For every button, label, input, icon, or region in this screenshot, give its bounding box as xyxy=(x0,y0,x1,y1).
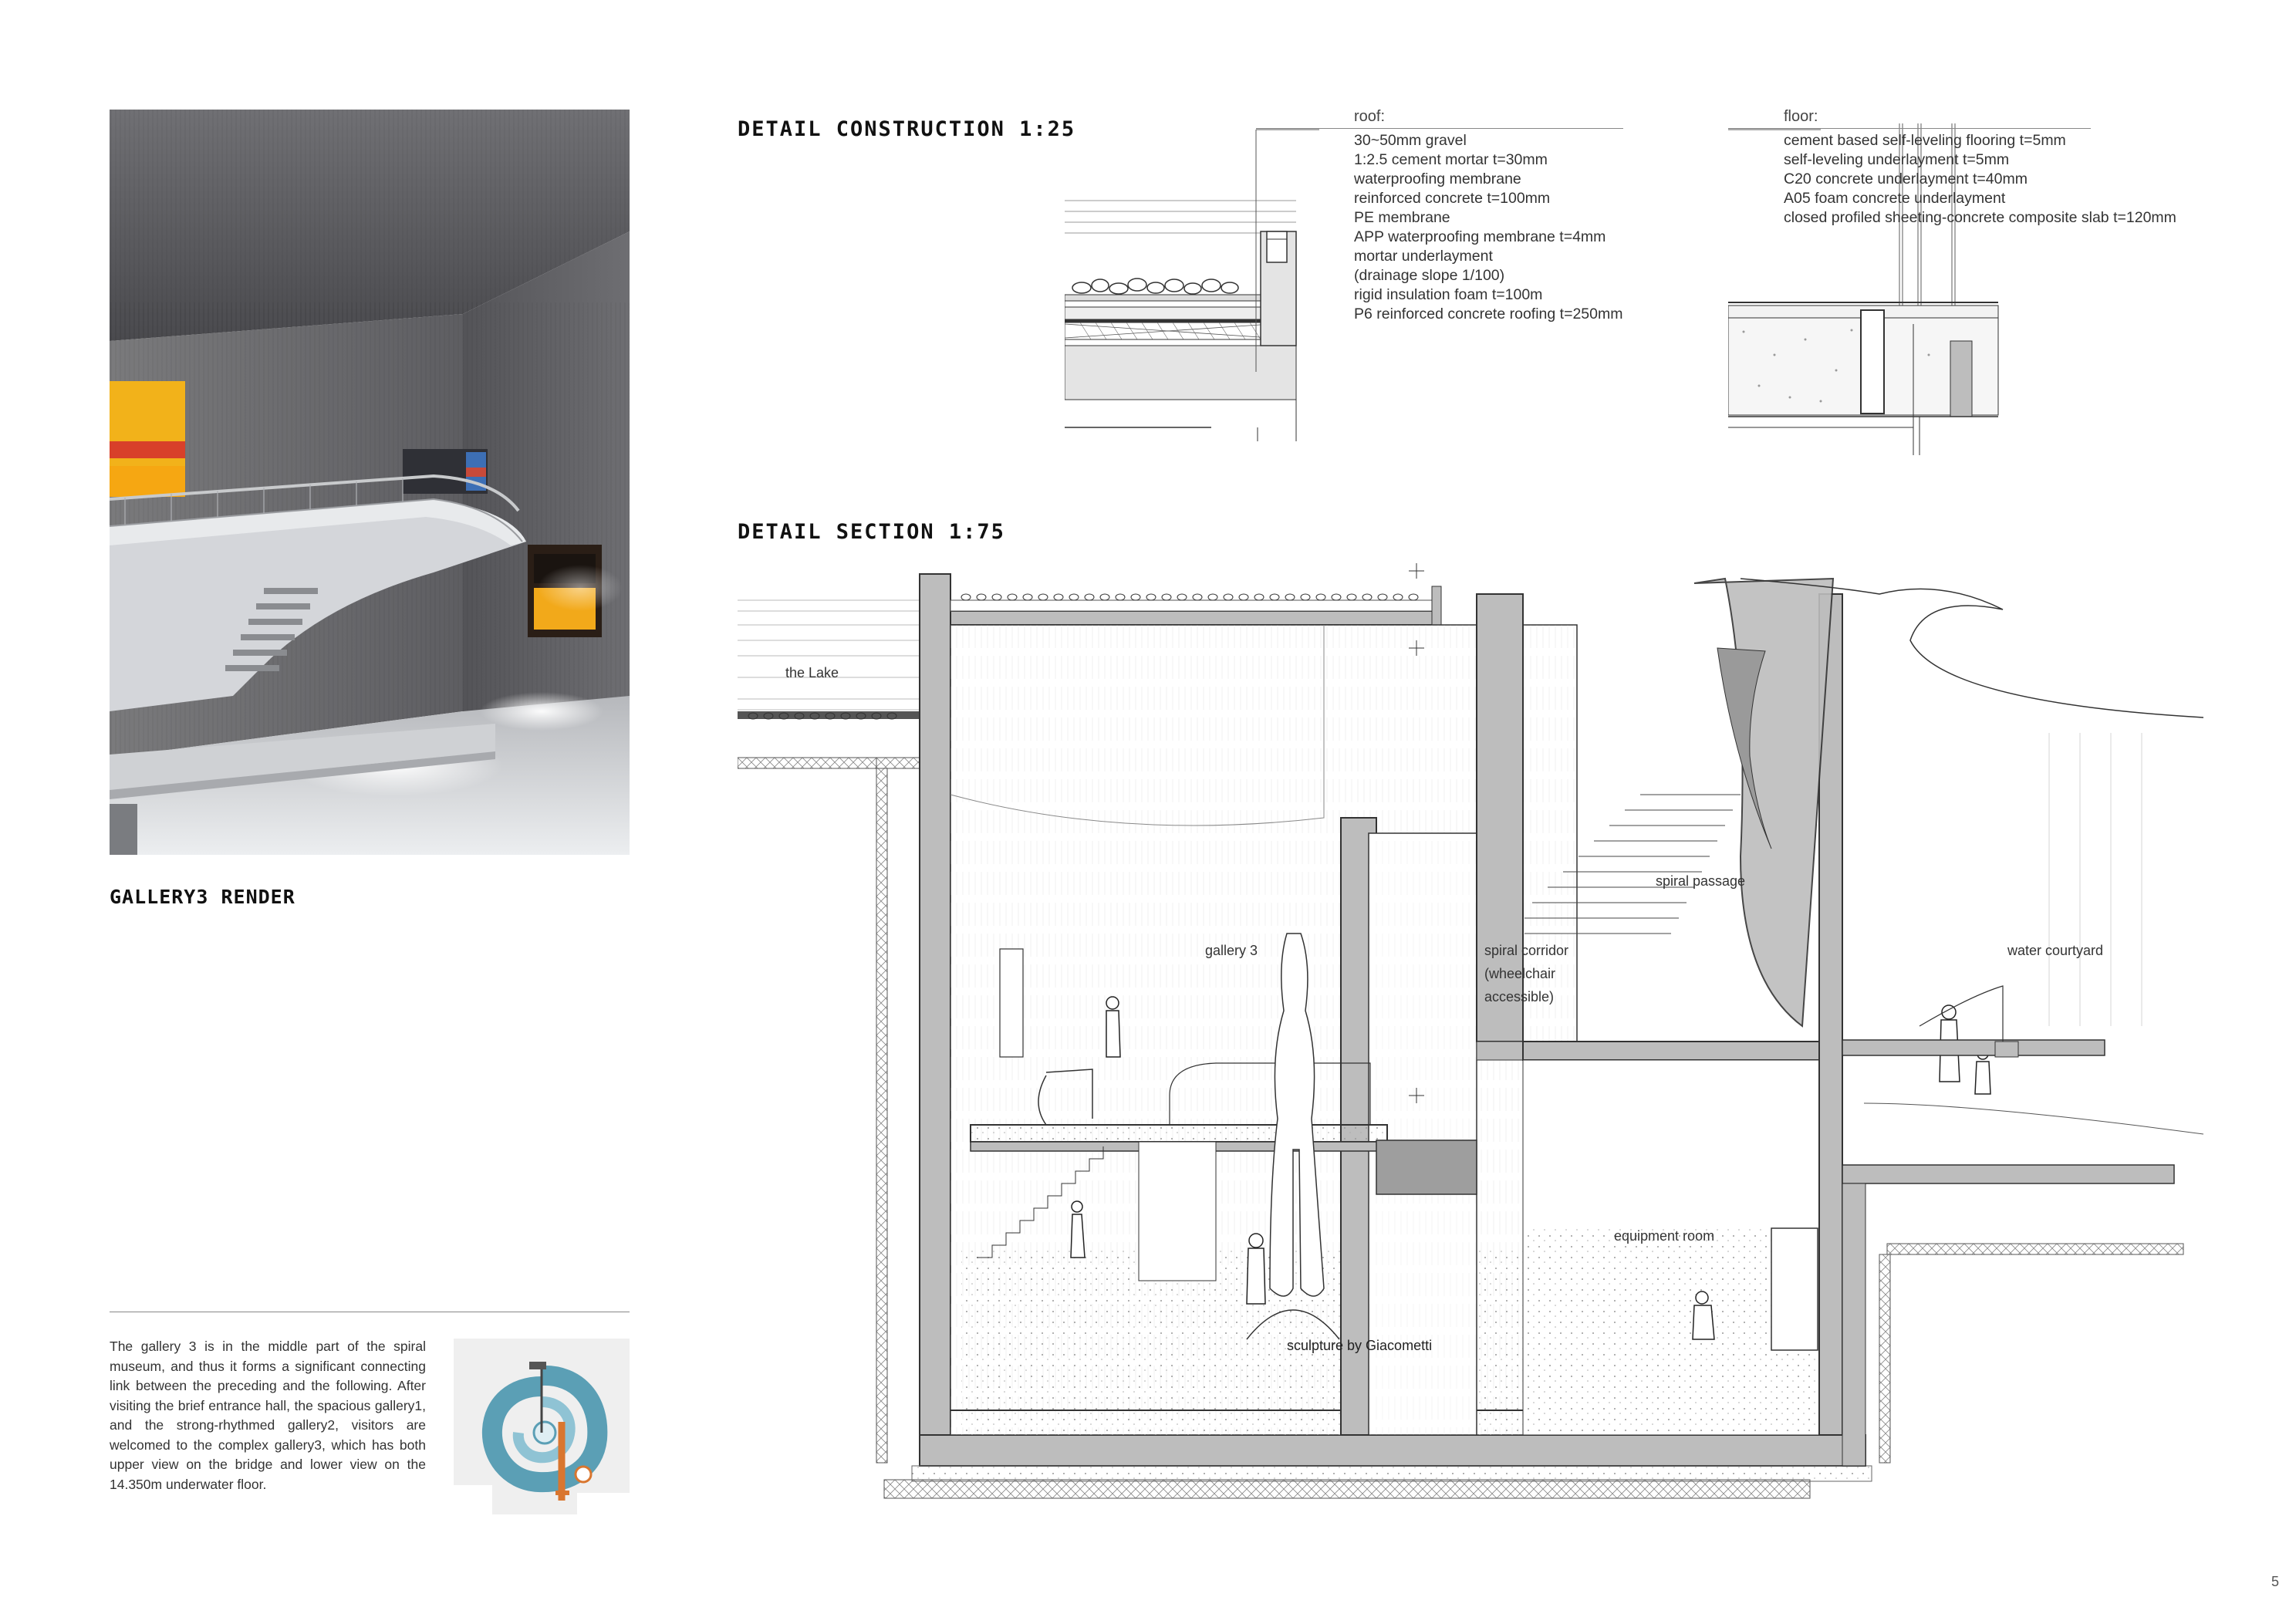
floor-leader-line xyxy=(1728,128,2091,129)
location-plan-diagram xyxy=(454,1339,630,1514)
lake-label: the Lake xyxy=(785,665,839,680)
roof-layer: (drainage slope 1/100) xyxy=(1354,267,1505,284)
roof-layer: 1:2.5 cement mortar t=30mm xyxy=(1354,151,1548,168)
roof-detail-drawing xyxy=(1065,123,1319,441)
roof-layer: reinforced concrete t=100mm xyxy=(1354,190,1551,207)
spiral-corridor-label: spiral corridor xyxy=(1484,943,1569,958)
spiral-corridor-label-3: accessible) xyxy=(1484,989,1555,1004)
gallery-label: gallery 3 xyxy=(1205,943,1258,958)
page-number: 5 xyxy=(2271,1574,2280,1589)
floor-layer: closed profiled sheeting-concrete composite slab t=120mm xyxy=(1784,209,2176,226)
floor-layer: self-leveling underlayment t=5mm xyxy=(1784,151,2010,168)
detail-section-title: DETAIL SECTION 1:75 xyxy=(738,520,1005,544)
roof-layer: rigid insulation foam t=100m xyxy=(1354,286,1543,303)
gallery-render-image xyxy=(110,110,630,855)
floor-heading: floor: xyxy=(1784,108,1818,125)
roof-heading: roof: xyxy=(1354,108,1386,125)
roof-layer: waterproofing membrane xyxy=(1354,171,1521,187)
detail-construction-title: DETAIL CONSTRUCTION 1:25 xyxy=(738,117,1076,141)
sculpture-label: sculpture by Giacometti xyxy=(1287,1338,1433,1353)
gallery-description: The gallery 3 is in the middle part of the spiral museum, and thus it forms a significant connecting link between the preceding and the following. After visiting the brief entrance hall, the spacious gallery1, and the strong-rhythmed gallery2, visitors are welcomed to the complex gallery3, which has both upper view on the bridge and lower view on the 14.350m underwater floor. xyxy=(110,1339,426,1492)
detail-section-drawing xyxy=(738,563,2203,1520)
roof-leader-line xyxy=(1256,128,1623,129)
floor-layer: cement based self-leveling flooring t=5mm xyxy=(1784,132,2066,149)
roof-layer: P6 reinforced concrete roofing t=250mm xyxy=(1354,306,1623,322)
water-courtyard-label: water courtyard xyxy=(2007,943,2104,958)
spiral-passage-label: spiral passage xyxy=(1656,873,1746,889)
floor-layer: C20 concrete underlayment t=40mm xyxy=(1784,171,2028,187)
spiral-corridor-label-2: (wheelchair xyxy=(1484,966,1556,981)
floor-layer-list xyxy=(1784,131,2176,228)
roof-layer-list xyxy=(1354,131,1622,324)
roof-layer: PE membrane xyxy=(1354,209,1450,226)
render-caption: GALLERY3 RENDER xyxy=(110,886,295,908)
roof-layer: mortar underlayment xyxy=(1354,248,1493,265)
equipment-room-label: equipment room xyxy=(1614,1228,1715,1244)
floor-layer: A05 foam concrete underlayment xyxy=(1784,190,2006,207)
roof-layer: 30~50mm gravel xyxy=(1354,132,1467,149)
roof-layer: APP waterproofing membrane t=4mm xyxy=(1354,228,1606,245)
